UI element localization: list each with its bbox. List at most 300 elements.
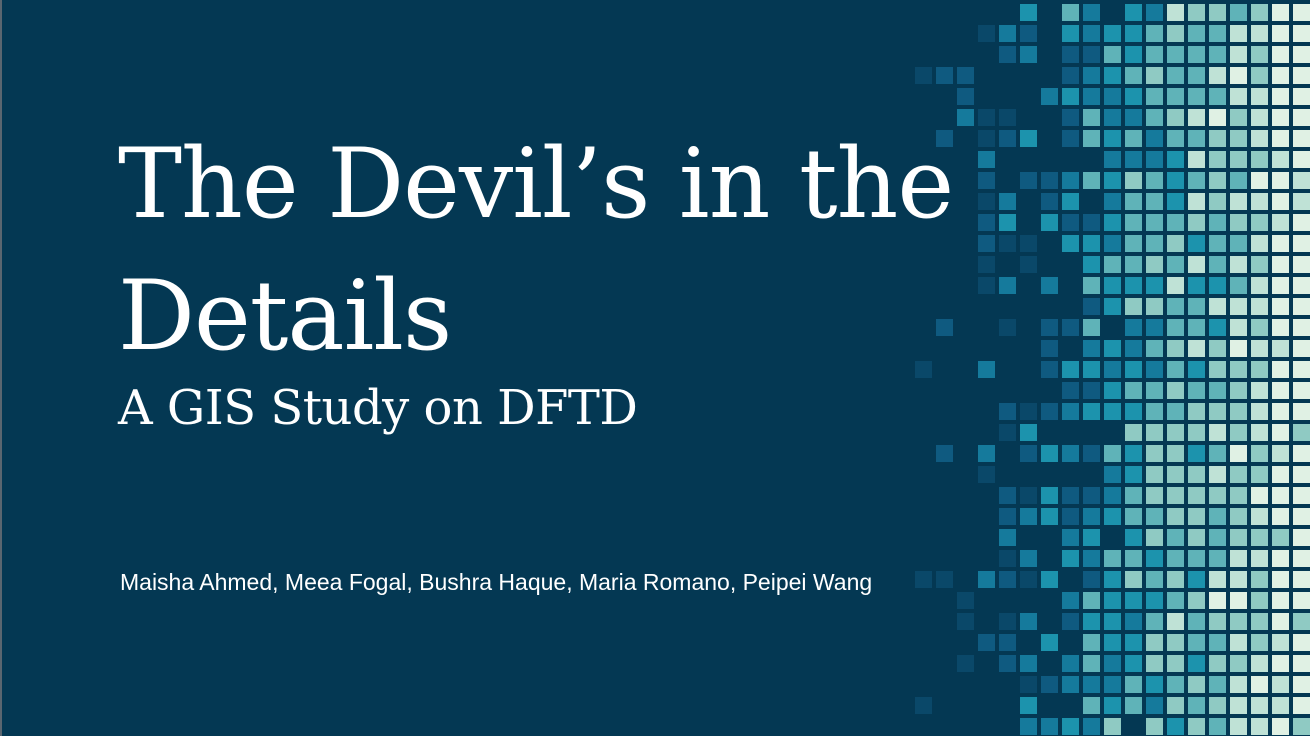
mosaic-tile <box>1293 550 1310 567</box>
mosaic-tile <box>1209 130 1226 147</box>
mosaic-tile <box>1251 676 1268 693</box>
mosaic-tile <box>1230 613 1247 630</box>
mosaic-tile <box>1209 172 1226 189</box>
mosaic-tile <box>1293 571 1310 588</box>
mosaic-tile <box>1125 151 1142 168</box>
mosaic-tile <box>1062 508 1079 525</box>
mosaic-tile <box>1083 214 1100 231</box>
mosaic-tile <box>1083 718 1100 735</box>
mosaic-tile <box>1209 319 1226 336</box>
mosaic-tile <box>1272 655 1289 672</box>
mosaic-tile <box>1146 25 1163 42</box>
mosaic-tile <box>1083 88 1100 105</box>
mosaic-tile <box>1272 130 1289 147</box>
mosaic-tile <box>1188 172 1205 189</box>
mosaic-tile <box>1062 655 1079 672</box>
mosaic-tile <box>999 25 1016 42</box>
mosaic-tile <box>957 613 974 630</box>
mosaic-tile <box>1251 151 1268 168</box>
mosaic-tile <box>1188 25 1205 42</box>
mosaic-tile <box>1272 235 1289 252</box>
mosaic-tile <box>1272 214 1289 231</box>
mosaic-tile <box>1146 445 1163 462</box>
mosaic-tile <box>1062 676 1079 693</box>
mosaic-tile <box>1272 298 1289 315</box>
mosaic-tile <box>1230 697 1247 714</box>
mosaic-tile <box>1062 4 1079 21</box>
mosaic-tile <box>1188 655 1205 672</box>
mosaic-tile <box>1125 571 1142 588</box>
mosaic-tile <box>1062 25 1079 42</box>
mosaic-tile <box>1293 214 1310 231</box>
mosaic-tile <box>1209 634 1226 651</box>
mosaic-tile <box>1104 298 1121 315</box>
mosaic-tile <box>1251 466 1268 483</box>
mosaic-tile <box>1167 25 1184 42</box>
mosaic-tile <box>1293 130 1310 147</box>
mosaic-tile <box>1293 319 1310 336</box>
mosaic-tile <box>1167 424 1184 441</box>
mosaic-tile <box>1020 718 1037 735</box>
mosaic-tile <box>1020 172 1037 189</box>
mosaic-tile <box>1251 361 1268 378</box>
mosaic-tile <box>1251 445 1268 462</box>
mosaic-tile <box>1293 67 1310 84</box>
mosaic-tile <box>1251 172 1268 189</box>
mosaic-tile <box>1041 445 1058 462</box>
mosaic-tile <box>1293 193 1310 210</box>
mosaic-tile <box>1062 235 1079 252</box>
mosaic-tile <box>1188 571 1205 588</box>
mosaic-tile <box>1251 298 1268 315</box>
mosaic-tile <box>1146 697 1163 714</box>
mosaic-tile <box>1188 214 1205 231</box>
mosaic-tile <box>1104 172 1121 189</box>
mosaic-tile <box>1020 445 1037 462</box>
mosaic-tile <box>1125 25 1142 42</box>
mosaic-tile <box>1272 256 1289 273</box>
mosaic-tile <box>1104 571 1121 588</box>
mosaic-tile <box>1083 235 1100 252</box>
mosaic-tile <box>1293 46 1310 63</box>
mosaic-tile <box>1146 592 1163 609</box>
mosaic-tile <box>1167 193 1184 210</box>
mosaic-tile <box>1041 508 1058 525</box>
mosaic-tile <box>1146 655 1163 672</box>
mosaic-tile <box>1104 235 1121 252</box>
mosaic-tile <box>1272 697 1289 714</box>
mosaic-tile <box>1146 151 1163 168</box>
mosaic-tile <box>1104 676 1121 693</box>
mosaic-tile <box>1251 424 1268 441</box>
mosaic-tile <box>1125 214 1142 231</box>
mosaic-tile <box>1041 319 1058 336</box>
mosaic-tile <box>1209 571 1226 588</box>
mosaic-tile <box>1272 151 1289 168</box>
mosaic-tile <box>1062 88 1079 105</box>
mosaic-tile <box>1251 4 1268 21</box>
mosaic-tile <box>1083 634 1100 651</box>
mosaic-tile <box>1251 634 1268 651</box>
mosaic-tile <box>1083 46 1100 63</box>
mosaic-tile <box>1251 529 1268 546</box>
mosaic-tile <box>1125 466 1142 483</box>
mosaic-tile <box>1293 487 1310 504</box>
mosaic-tile <box>957 655 974 672</box>
mosaic-tile <box>1125 487 1142 504</box>
mosaic-tile <box>1209 676 1226 693</box>
mosaic-tile <box>1125 445 1142 462</box>
mosaic-tile <box>1146 718 1163 735</box>
mosaic-tile <box>1125 655 1142 672</box>
mosaic-tile <box>1251 46 1268 63</box>
mosaic-tile <box>1209 424 1226 441</box>
mosaic-tile <box>1251 130 1268 147</box>
mosaic-tile <box>1167 529 1184 546</box>
mosaic-tile <box>1293 508 1310 525</box>
mosaic-tile <box>1272 487 1289 504</box>
mosaic-tile <box>1230 4 1247 21</box>
mosaic-tile <box>1104 277 1121 294</box>
mosaic-tile <box>999 403 1016 420</box>
mosaic-tile <box>1020 550 1037 567</box>
mosaic-tile <box>1293 529 1310 546</box>
mosaic-tile <box>1251 67 1268 84</box>
mosaic-tile <box>999 424 1016 441</box>
mosaic-tile <box>1209 67 1226 84</box>
mosaic-tile <box>1146 235 1163 252</box>
mosaic-tile <box>1167 634 1184 651</box>
mosaic-tile <box>1083 655 1100 672</box>
mosaic-tile <box>1272 361 1289 378</box>
mosaic-tile <box>1020 403 1037 420</box>
mosaic-tile <box>1230 88 1247 105</box>
mosaic-tile <box>1167 592 1184 609</box>
mosaic-tile <box>1125 361 1142 378</box>
mosaic-tile <box>1062 529 1079 546</box>
mosaic-tile <box>1020 256 1037 273</box>
mosaic-tile <box>1104 382 1121 399</box>
mosaic-tile <box>1293 340 1310 357</box>
mosaic-tile <box>1083 277 1100 294</box>
mosaic-tile <box>1188 319 1205 336</box>
mosaic-tile <box>1146 571 1163 588</box>
mosaic-tile <box>1272 46 1289 63</box>
mosaic-tile <box>1293 634 1310 651</box>
mosaic-tile <box>1230 592 1247 609</box>
mosaic-tile <box>1209 529 1226 546</box>
mosaic-tile <box>1188 718 1205 735</box>
mosaic-tile <box>999 613 1016 630</box>
mosaic-tile <box>1230 529 1247 546</box>
mosaic-tile <box>1167 676 1184 693</box>
mosaic-tile <box>1083 4 1100 21</box>
mosaic-tile <box>1272 4 1289 21</box>
mosaic-tile <box>1293 655 1310 672</box>
mosaic-tile <box>1104 403 1121 420</box>
mosaic-tile <box>1188 424 1205 441</box>
mosaic-tile <box>1146 298 1163 315</box>
mosaic-tile <box>915 571 932 588</box>
mosaic-tile <box>1083 508 1100 525</box>
mosaic-tile <box>1125 88 1142 105</box>
mosaic-tile <box>1272 613 1289 630</box>
mosaic-tile <box>1272 445 1289 462</box>
mosaic-tile <box>957 88 974 105</box>
mosaic-tile <box>1104 508 1121 525</box>
mosaic-tile <box>978 571 995 588</box>
mosaic-tile <box>1104 634 1121 651</box>
mosaic-tile <box>1146 382 1163 399</box>
mosaic-tile <box>1167 403 1184 420</box>
mosaic-tile <box>1020 613 1037 630</box>
mosaic-tile <box>1251 340 1268 357</box>
mosaic-tile <box>1167 445 1184 462</box>
mosaic-tile <box>1020 487 1037 504</box>
mosaic-tile <box>1062 214 1079 231</box>
mosaic-tile <box>1293 277 1310 294</box>
mosaic-tile <box>1230 256 1247 273</box>
mosaic-tile <box>1146 550 1163 567</box>
mosaic-tile <box>1293 361 1310 378</box>
mosaic-tile <box>1167 508 1184 525</box>
mosaic-tile <box>1146 319 1163 336</box>
mosaic-tile <box>1272 67 1289 84</box>
mosaic-tile <box>1272 382 1289 399</box>
mosaic-tile <box>999 487 1016 504</box>
mosaic-tile <box>1104 130 1121 147</box>
mosaic-tile <box>1272 550 1289 567</box>
mosaic-tile <box>1293 298 1310 315</box>
mosaic-tile <box>1062 592 1079 609</box>
mosaic-tile <box>1251 382 1268 399</box>
mosaic-tile <box>1230 403 1247 420</box>
mosaic-tile <box>1251 571 1268 588</box>
mosaic-tile <box>1272 529 1289 546</box>
mosaic-tile <box>1104 592 1121 609</box>
mosaic-tile <box>1188 508 1205 525</box>
mosaic-tile <box>1209 193 1226 210</box>
mosaic-tile <box>1104 109 1121 126</box>
mosaic-tile <box>1251 25 1268 42</box>
mosaic-tile <box>1125 193 1142 210</box>
mosaic-tile <box>1146 4 1163 21</box>
mosaic-tile <box>1125 550 1142 567</box>
mosaic-tile <box>1188 151 1205 168</box>
mosaic-tile <box>1167 340 1184 357</box>
mosaic-tile <box>1293 88 1310 105</box>
mosaic-tile <box>1188 466 1205 483</box>
mosaic-tile <box>1083 298 1100 315</box>
mosaic-tile <box>1188 130 1205 147</box>
mosaic-tile <box>1104 445 1121 462</box>
mosaic-tile <box>1104 88 1121 105</box>
mosaic-tile <box>1251 508 1268 525</box>
mosaic-tile <box>1188 88 1205 105</box>
mosaic-tile <box>1020 508 1037 525</box>
mosaic-tile <box>1083 109 1100 126</box>
mosaic-tile <box>1083 25 1100 42</box>
mosaic-tile <box>1167 46 1184 63</box>
mosaic-tile <box>1062 382 1079 399</box>
mosaic-tile <box>1020 46 1037 63</box>
mosaic-tile <box>1083 403 1100 420</box>
mosaic-tile <box>1272 676 1289 693</box>
mosaic-tile <box>1230 277 1247 294</box>
mosaic-tile <box>1125 592 1142 609</box>
mosaic-tile <box>1083 67 1100 84</box>
mosaic-tile <box>1125 256 1142 273</box>
mosaic-tile <box>1293 697 1310 714</box>
mosaic-tile <box>1146 508 1163 525</box>
mosaic-tile <box>1146 634 1163 651</box>
mosaic-tile <box>1083 592 1100 609</box>
mosaic-tile <box>1251 592 1268 609</box>
mosaic-tile <box>1083 550 1100 567</box>
mosaic-tile <box>936 67 953 84</box>
mosaic-tile <box>1041 571 1058 588</box>
mosaic-tile <box>1272 592 1289 609</box>
mosaic-tile <box>1230 676 1247 693</box>
mosaic-tile <box>1167 172 1184 189</box>
mosaic-tile <box>1062 67 1079 84</box>
mosaic-tile <box>1209 382 1226 399</box>
mosaic-tile <box>1146 256 1163 273</box>
mosaic-tile <box>1104 697 1121 714</box>
mosaic-tile <box>1083 445 1100 462</box>
mosaic-tile <box>1293 676 1310 693</box>
mosaic-tile <box>1209 256 1226 273</box>
mosaic-tile <box>1230 466 1247 483</box>
mosaic-tile <box>1041 88 1058 105</box>
mosaic-tile <box>1188 361 1205 378</box>
mosaic-tile <box>1251 487 1268 504</box>
mosaic-tile <box>1272 466 1289 483</box>
mosaic-tile <box>1104 613 1121 630</box>
mosaic-tile <box>1041 340 1058 357</box>
mosaic-tile <box>1251 550 1268 567</box>
mosaic-tile <box>1125 382 1142 399</box>
mosaic-tile <box>1062 361 1079 378</box>
mosaic-tile <box>1020 697 1037 714</box>
mosaic-tile <box>1209 4 1226 21</box>
mosaic-tile <box>1083 382 1100 399</box>
mosaic-tile <box>1125 508 1142 525</box>
mosaic-tile <box>1272 25 1289 42</box>
mosaic-tile <box>1125 403 1142 420</box>
mosaic-tile <box>1230 445 1247 462</box>
mosaic-tile <box>1188 697 1205 714</box>
mosaic-tile <box>1230 550 1247 567</box>
mosaic-tile <box>1125 634 1142 651</box>
mosaic-tile <box>1230 109 1247 126</box>
mosaic-tile <box>1167 67 1184 84</box>
mosaic-tile <box>1083 256 1100 273</box>
mosaic-tile <box>1167 655 1184 672</box>
mosaic-tile <box>999 571 1016 588</box>
mosaic-tile <box>1167 697 1184 714</box>
mosaic-tile <box>1209 235 1226 252</box>
mosaic-tile <box>1293 25 1310 42</box>
mosaic-tile <box>1167 4 1184 21</box>
mosaic-tile <box>1209 718 1226 735</box>
mosaic-tile <box>1188 382 1205 399</box>
mosaic-tile <box>1125 676 1142 693</box>
mosaic-tile <box>1230 508 1247 525</box>
mosaic-tile <box>1293 256 1310 273</box>
mosaic-tile <box>1230 214 1247 231</box>
mosaic-tile <box>1251 109 1268 126</box>
mosaic-tile <box>1209 25 1226 42</box>
mosaic-tile <box>1146 88 1163 105</box>
mosaic-tile <box>1230 172 1247 189</box>
mosaic-tile <box>1125 319 1142 336</box>
mosaic-tile <box>1104 25 1121 42</box>
mosaic-tile <box>1272 403 1289 420</box>
mosaic-tile <box>1020 235 1037 252</box>
mosaic-tile <box>1083 697 1100 714</box>
mosaic-tile <box>1104 67 1121 84</box>
mosaic-tile <box>1083 571 1100 588</box>
mosaic-tile <box>936 445 953 462</box>
mosaic-tile <box>1188 550 1205 567</box>
mosaic-tile <box>1188 445 1205 462</box>
mosaic-tile <box>1104 550 1121 567</box>
mosaic-tile <box>1167 613 1184 630</box>
mosaic-tile <box>999 46 1016 63</box>
mosaic-tile <box>1146 676 1163 693</box>
mosaic-tile <box>1188 277 1205 294</box>
mosaic-tile <box>1188 109 1205 126</box>
mosaic-tile <box>1251 403 1268 420</box>
mosaic-tile <box>1272 508 1289 525</box>
mosaic-tile <box>1041 172 1058 189</box>
mosaic-tile <box>1293 109 1310 126</box>
mosaic-tile <box>1125 4 1142 21</box>
slide-title: The Devil’s in the Details <box>118 128 954 372</box>
mosaic-tile <box>1188 676 1205 693</box>
mosaic-tile <box>1251 256 1268 273</box>
mosaic-tile <box>1188 193 1205 210</box>
mosaic-tile <box>1293 718 1310 735</box>
mosaic-tile <box>1083 529 1100 546</box>
mosaic-tile <box>1272 571 1289 588</box>
mosaic-tile <box>1020 130 1037 147</box>
mosaic-tile <box>1083 130 1100 147</box>
mosaic-tile <box>936 571 953 588</box>
mosaic-tile <box>1209 466 1226 483</box>
mosaic-tile <box>1041 361 1058 378</box>
mosaic-tile <box>957 592 974 609</box>
mosaic-tile <box>1104 214 1121 231</box>
mosaic-tile <box>1209 298 1226 315</box>
mosaic-tile <box>1272 319 1289 336</box>
mosaic-tile <box>1146 361 1163 378</box>
mosaic-tile <box>1167 571 1184 588</box>
mosaic-tile <box>1146 403 1163 420</box>
mosaic-tile <box>999 508 1016 525</box>
mosaic-tile <box>1230 25 1247 42</box>
mosaic-tile <box>1188 487 1205 504</box>
mosaic-tile <box>1209 214 1226 231</box>
mosaic-tile <box>978 25 995 42</box>
mosaic-tile <box>1293 403 1310 420</box>
mosaic-tile <box>1062 109 1079 126</box>
mosaic-tile <box>915 67 932 84</box>
mosaic-tile <box>1146 109 1163 126</box>
mosaic-tile <box>1209 88 1226 105</box>
mosaic-tile <box>1020 25 1037 42</box>
